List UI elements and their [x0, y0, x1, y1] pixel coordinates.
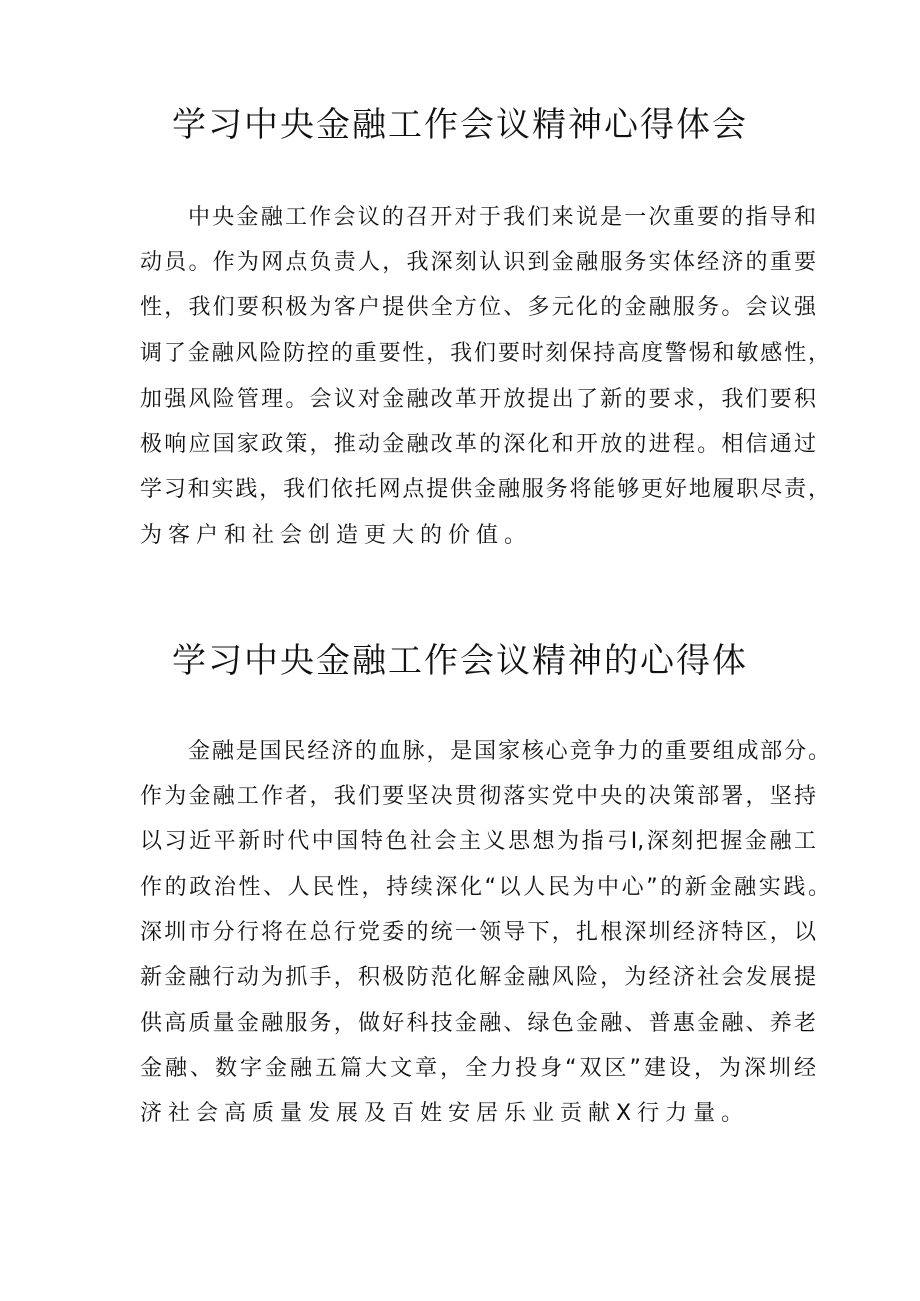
paragraph-line: 金融、数字金融五篇大文章，全力投身“双区”建设，为深圳经 [140, 1056, 817, 1081]
paragraph-line: 调了金融风险防控的重要性，我们要时刻保持高度警惕和敏感性， [140, 341, 830, 366]
paragraph-line: 中央金融工作会议的召开对于我们来说是一次重要的指导和 [188, 205, 816, 230]
paragraph-line: 新金融行动为抓手，积极防范化解金融风险，为经济社会发展提 [140, 965, 816, 990]
paragraph-line: 济社会高质量发展及百姓安居乐业贡献X行力量。 [140, 1101, 750, 1126]
paragraph-line: 极响应国家政策，推动金融改革的深化和开放的进程。相信通过 [140, 432, 816, 457]
paragraph-line: 作为金融工作者，我们要坚决贯彻落实党中央的决策部署，坚持 [140, 784, 816, 809]
paragraph-line: 加强风险管理。会议对金融改革开放提出了新的要求，我们要积 [140, 387, 816, 412]
paragraph-line: 以习近平新时代中国特色社会主义思想为指弓I,深刻把握金融工 [140, 829, 816, 854]
paragraph-line: 深圳市分行将在总行党委的统一领导下，扎根深圳经济特区，以 [140, 920, 816, 945]
paragraph-line: 动员。作为网点负责人，我深刻认识到金融服务实体经济的重要 [140, 250, 816, 275]
section-1-title: 学习中央金融工作会议精神心得体会 [172, 105, 748, 145]
paragraph-line: 作的政治性、人民性，持续深化“以人民为中心”的新金融实践。 [140, 875, 830, 900]
paragraph-line: 金融是国民经济的血脉，是国家核心竞争力的重要组成部分。 [188, 739, 830, 764]
paragraph-line: 性，我们要积极为客户提供全方位、多元化的金融服务。会议强 [140, 295, 816, 320]
paragraph-line: 为客户和社会创造更大的价值。 [140, 523, 533, 548]
paragraph-line: 供高质量金融服务，做好科技金融、绿色金融、普惠金融、养老 [140, 1011, 816, 1036]
section-2-title: 学习中央金融工作会议精神的心得体 [172, 641, 748, 681]
paragraph-line: 学习和实践，我们依托网点提供金融服务将能够更好地履职尽责， [140, 477, 830, 502]
